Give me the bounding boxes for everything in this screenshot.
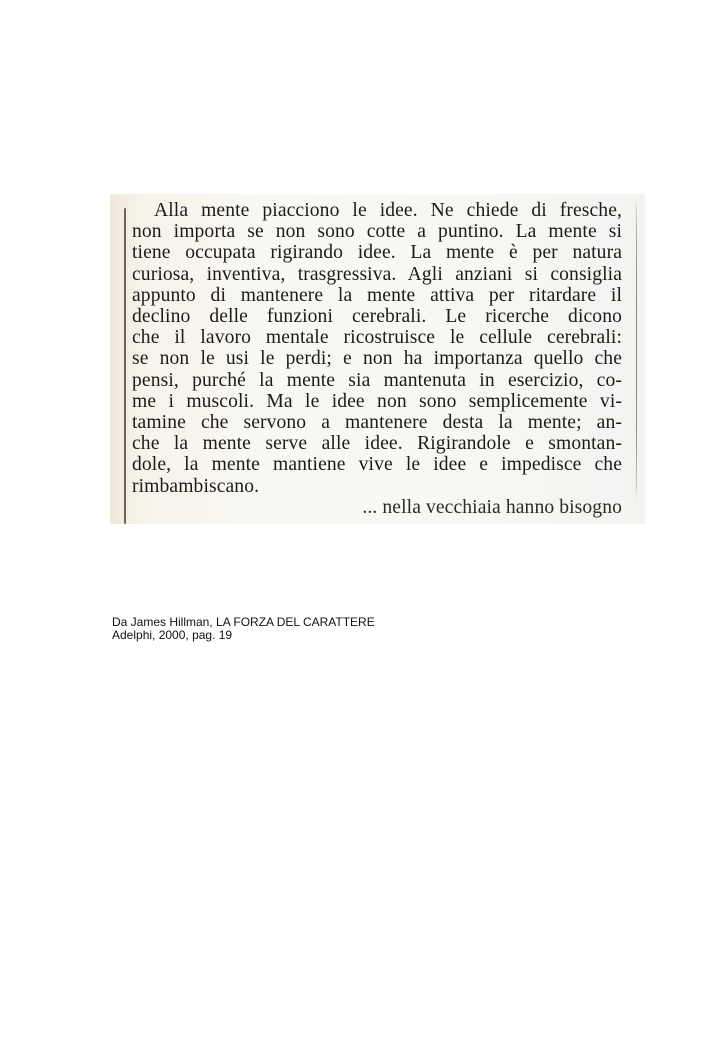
caption-publisher: Adelphi, 2000, pag. 19 <box>112 628 233 642</box>
source-caption <box>112 616 375 642</box>
excerpt-line: pensi, purché la mente sia mantenuta in esercizio, co- <box>132 369 622 391</box>
excerpt-line: tiene occupata rigirando idee. La mente è per natura <box>132 242 622 264</box>
excerpt-text <box>132 200 622 518</box>
excerpt-line: dole, la mente mantiene vive le idee e impedisce che <box>132 454 622 476</box>
excerpt-line: declino delle funzioni cerebrali. Le ricerche dicono <box>132 306 622 328</box>
caption-author-title: Da James Hillman, LA FORZA DEL CARATTERE <box>112 615 375 629</box>
excerpt-line: me i muscoli. Ma le idee non sono semplicemente vi- <box>132 390 622 412</box>
excerpt-line: rimbambiscano. <box>132 475 260 497</box>
excerpt-line: appunto di mantenere la mente attiva per ritardare il <box>132 284 622 306</box>
excerpt-line: che il lavoro mentale ricostruisce le cellule cerebrali: <box>132 327 622 349</box>
excerpt-line: tamine che servono a mantenere desta la mente; an- <box>132 412 622 434</box>
excerpt-line-cut-off: ... nella vecchiaia hanno bisogno <box>362 496 622 518</box>
excerpt-line: curiosa, inventiva, trasgressiva. Agli anziani si consiglia <box>132 263 622 285</box>
excerpt-line: Alla mente piacciono le idee. Ne chiede di fresche, <box>154 200 622 221</box>
excerpt-line: che la mente serve alle idee. Rigirandole e smontan- <box>132 433 622 455</box>
excerpt-line: non importa se non sono cotte a puntino. La mente si <box>132 221 622 243</box>
excerpt-line: se non le usi le perdi; e non ha importanza quello che <box>132 348 622 370</box>
pencil-margin-mark-left <box>124 208 126 524</box>
pencil-margin-mark-right <box>634 200 637 500</box>
book-page-scan <box>110 194 645 524</box>
